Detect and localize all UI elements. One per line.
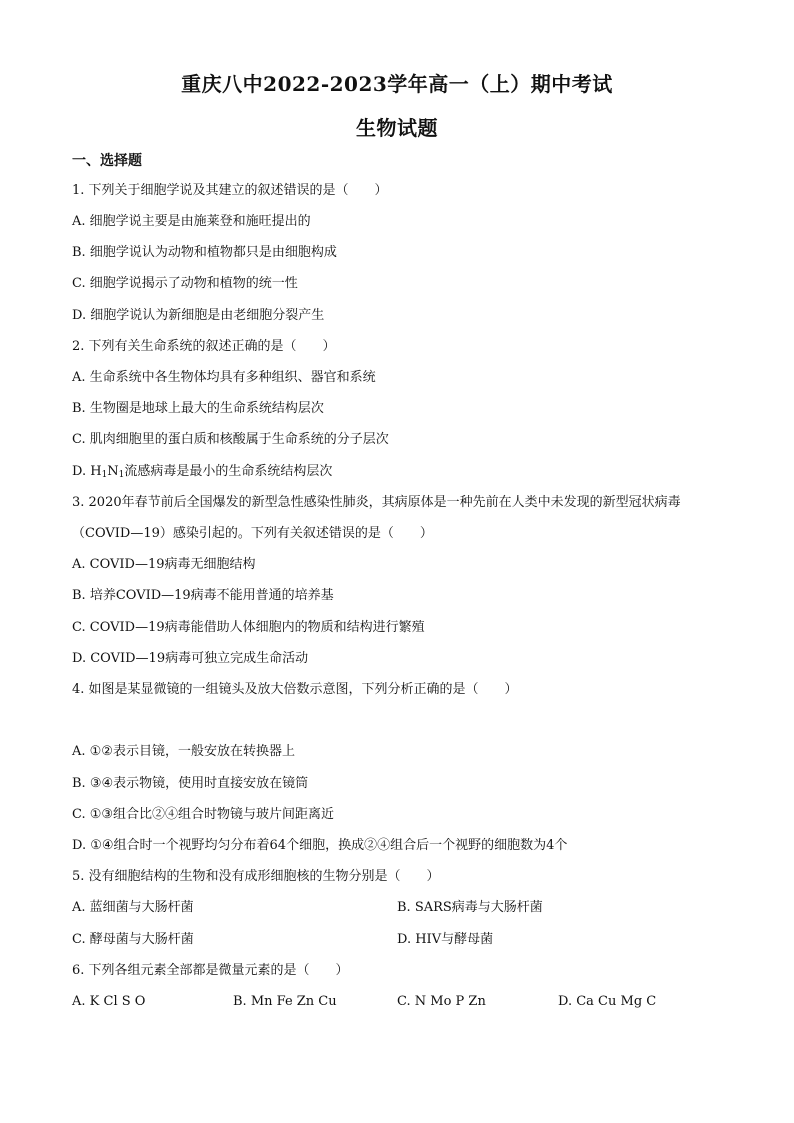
question-2-option-d <box>72 463 332 484</box>
option-d-suffix: 流感病毒是最小的生命系统结构层次 <box>124 464 333 479</box>
question-5-option-b: B. SARS病毒与大肠杆菌 <box>397 900 543 915</box>
question-5-option-d: D. HIV与酵母菌 <box>397 932 494 947</box>
subscript-1: 1 <box>101 470 108 480</box>
question-3-option-d: D. COVID—19病毒可独立完成生命活动 <box>72 651 309 666</box>
question-1-option-a: A. 细胞学说主要是由施莱登和施旺提出的 <box>72 214 311 229</box>
question-3-option-a: A. COVID—19病毒无细胞结构 <box>72 557 256 572</box>
question-4-option-d: D. ①④组合时一个视野均匀分布着64个细胞，换成②④组合后一个视野的细胞数为4个 <box>72 838 568 853</box>
question-1-option-b: B. 细胞学说认为动物和植物都只是由细胞构成 <box>72 245 337 260</box>
question-4-option-a: A. ①②表示目镜，一般安放在转换器上 <box>72 744 295 759</box>
subscript-2: 1 <box>118 470 125 480</box>
question-6-option-b: B. Mn Fe Zn Cu <box>233 994 337 1009</box>
question-6-option-d: D. Ca Cu Mg C <box>558 994 657 1009</box>
question-4-option-c: C. ①③组合比②④组合时物镜与玻片间距离近 <box>72 807 335 822</box>
question-5-option-a: A. 蓝细菌与大肠杆菌 <box>72 900 194 915</box>
question-1-stem: 1. 下列关于细胞学说及其建立的叙述错误的是（ ） <box>72 183 388 198</box>
question-6-option-c: C. N Mo P Zn <box>397 994 486 1009</box>
question-2-stem: 2. 下列有关生命系统的叙述正确的是（ ） <box>72 339 336 354</box>
exam-subtitle: 生物试题 <box>356 116 438 140</box>
question-6-stem: 6. 下列各组元素全部都是微量元素的是（ ） <box>72 963 349 978</box>
question-1-option-d: D. 细胞学说认为新细胞是由老细胞分裂产生 <box>72 308 325 323</box>
question-2-option-c: C. 肌肉细胞里的蛋白质和核酸属于生命系统的分子层次 <box>72 432 389 447</box>
question-3-stem-line-2: （COVID—19）感染引起的。下列有关叙述错误的是（ ） <box>72 526 433 541</box>
question-2-option-a: A. 生命系统中各生物体均具有多种组织、器官和系统 <box>72 370 376 385</box>
option-d-prefix: D. H <box>72 464 102 479</box>
question-3-option-c: C. COVID—19病毒能借助人体细胞内的物质和结构进行繁殖 <box>72 620 425 635</box>
question-4-option-b: B. ③④表示物镜，使用时直接安放在镜筒 <box>72 776 309 791</box>
question-1-option-c: C. 细胞学说揭示了动物和植物的统一性 <box>72 276 298 291</box>
exam-title: 重庆八中2022-2023学年高一（上）期中考试 <box>181 72 613 96</box>
question-6-option-a: A. K Cl S O <box>72 994 146 1009</box>
question-5-stem: 5. 没有细胞结构的生物和没有成形细胞核的生物分别是（ ） <box>72 869 440 884</box>
question-2-option-b: B. 生物圈是地球上最大的生命系统结构层次 <box>72 401 324 416</box>
question-3-stem-line-1: 3. 2020年春节前后全国爆发的新型急性感染性肺炎，其病原体是一种先前在人类中未发现的新型冠状病毒 <box>72 495 681 510</box>
question-4-stem: 4. 如图是某显微镜的一组镜头及放大倍数示意图，下列分析正确的是（ ） <box>72 682 518 697</box>
question-5-option-c: C. 酵母菌与大肠杆菌 <box>72 932 194 947</box>
option-d-mid: N <box>107 464 119 479</box>
section-heading: 一、选择题 <box>72 153 142 169</box>
question-3-option-b: B. 培养COVID—19病毒不能用普通的培养基 <box>72 588 334 603</box>
